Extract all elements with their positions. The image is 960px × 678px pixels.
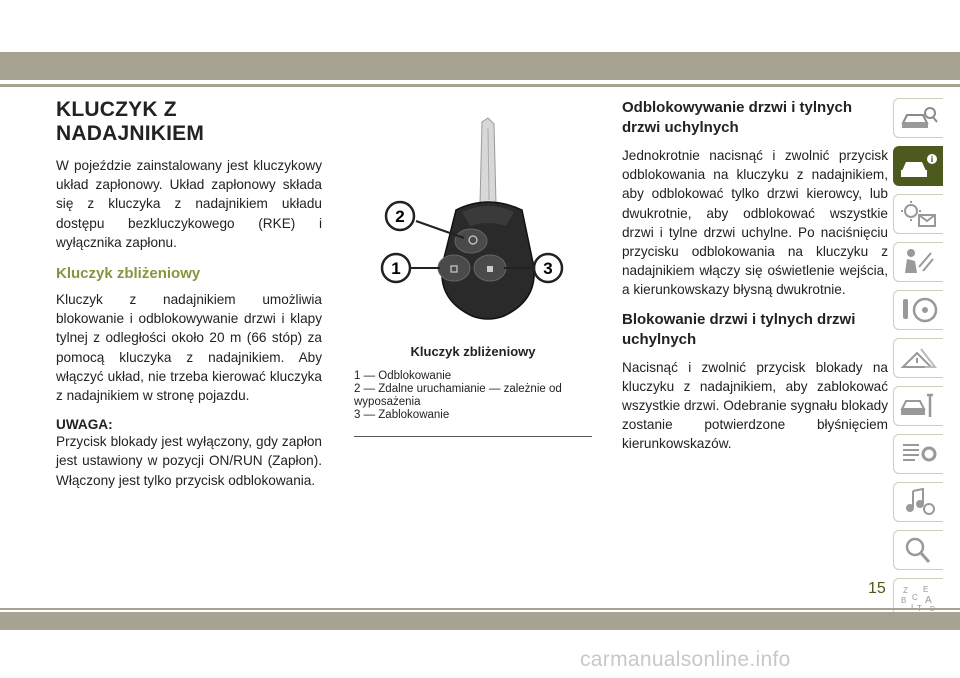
warning-lights-icon bbox=[899, 199, 939, 229]
lock-paragraph: Nacisnąć i zwolnić przycisk blokady na kluczyku z nadajnikiem, aby zablokować wszystkie drzwi. Odebranie sygnału blokady zostanie potwierdzone błyśnięciem kierunkowskazów. bbox=[622, 359, 888, 452]
tab-car-service[interactable] bbox=[893, 386, 943, 426]
legend-item-3: 3 — Zablokowanie bbox=[354, 409, 450, 421]
section-title: Kluczyk zbliżeniowy bbox=[56, 265, 201, 283]
car-info-icon bbox=[899, 151, 939, 181]
car-service-icon bbox=[899, 391, 939, 421]
unlock-paragraph: Jednokrotnie nacisnąć i zwolnić przycisk odblokowania na kluczyku z nadajnikiem, aby odblokować tylko drzwi kierowcy, lub dwukrotnie, aby odblokować wszystkie drzwi i tylne drzwi uchylne. Po naciśnięciu przycisku odblokowania na kluczyku z nadajnikiem włączy się oświetlenie wejścia, a kierunkowskazy błysną dwukrotnie. bbox=[622, 148, 888, 298]
multimedia-icon bbox=[899, 487, 939, 517]
watermark: carmanualsonline.info bbox=[580, 648, 791, 671]
page-title: KLUCZYK Z NADAJNIKIEM bbox=[56, 98, 205, 145]
hazard-triangle-icon bbox=[899, 343, 939, 373]
unlock-heading: Odblokowywanie drzwi i tylnych drzwi uchylnych bbox=[622, 99, 853, 136]
tab-airbag-seat[interactable] bbox=[893, 242, 943, 282]
svg-text:Z: Z bbox=[902, 586, 908, 595]
car-search-icon bbox=[899, 103, 939, 133]
top-band bbox=[0, 52, 960, 80]
bottom-rule bbox=[0, 608, 960, 610]
legend-item-2: 2 — Zdalne uruchamianie — zależnie od wyposażenia bbox=[354, 383, 562, 408]
svg-text:C: C bbox=[911, 593, 918, 602]
tab-hazard-triangle[interactable] bbox=[893, 338, 943, 378]
figure-legend bbox=[354, 370, 592, 422]
callout-3: 3 bbox=[543, 259, 553, 278]
right-column bbox=[622, 98, 888, 454]
note-title: UWAGA: bbox=[56, 417, 113, 433]
steering-wheel-icon bbox=[899, 295, 939, 325]
section-paragraph: Kluczyk z nadajnikiem umożliwia blokowanie i odblokowywanie drzwi i klapy tylnej z odległości około 20 m (66 stóp) za pomocą kluczyka z nadajnikiem. Aby włączyć układ, nie trzeba kierować kluczyka z nadajnikiem w stronę pojazdu. bbox=[56, 292, 322, 404]
specs-gear-icon bbox=[899, 439, 939, 469]
tab-warning-lights[interactable] bbox=[893, 194, 943, 234]
figure-caption: Kluczyk zbliżeniowy bbox=[410, 344, 536, 359]
tab-car-info[interactable] bbox=[893, 146, 943, 186]
tab-specs-gear[interactable] bbox=[893, 434, 943, 474]
legend-rule bbox=[354, 436, 592, 437]
intro-paragraph: W pojeździe zainstalowany jest kluczykowy układ zapłonowy. Układ zapłonowy składa się z kluczyka z nadajnikiem układu dostępu bezkluczykowego (RKE) i wyłącznika zapłonu. bbox=[56, 158, 322, 250]
svg-text:B: B bbox=[900, 596, 906, 605]
lock-heading: Blokowanie drzwi i tylnych drzwi uchylnych bbox=[622, 310, 856, 348]
tab-multimedia[interactable] bbox=[893, 482, 943, 522]
key-fob-illustration bbox=[354, 108, 592, 336]
airbag-seat-icon bbox=[899, 247, 939, 277]
callout-2: 2 bbox=[395, 207, 405, 226]
svg-text:i: i bbox=[930, 154, 933, 164]
note-paragraph: Przycisk blokady jest wyłączony, gdy zapłon jest ustawiony w pozycji ON/RUN (Zapłon). Włączony jest tylko przycisk odblokowania. bbox=[56, 434, 322, 488]
svg-text:E: E bbox=[922, 585, 928, 594]
tab-search[interactable] bbox=[893, 530, 943, 570]
bottom-band bbox=[0, 612, 960, 630]
page-number: 15 bbox=[868, 580, 886, 597]
tab-steering-wheel[interactable] bbox=[893, 290, 943, 330]
search-icon bbox=[899, 535, 939, 565]
callout-1: 1 bbox=[391, 259, 401, 278]
legend-item-1: 1 — Odblokowanie bbox=[354, 370, 452, 382]
top-rule bbox=[0, 84, 960, 87]
tab-car-search[interactable] bbox=[893, 98, 943, 138]
svg-text:A: A bbox=[924, 595, 932, 606]
left-column bbox=[56, 98, 322, 490]
key-fob-figure bbox=[354, 108, 592, 341]
chapter-tabs bbox=[893, 98, 943, 626]
